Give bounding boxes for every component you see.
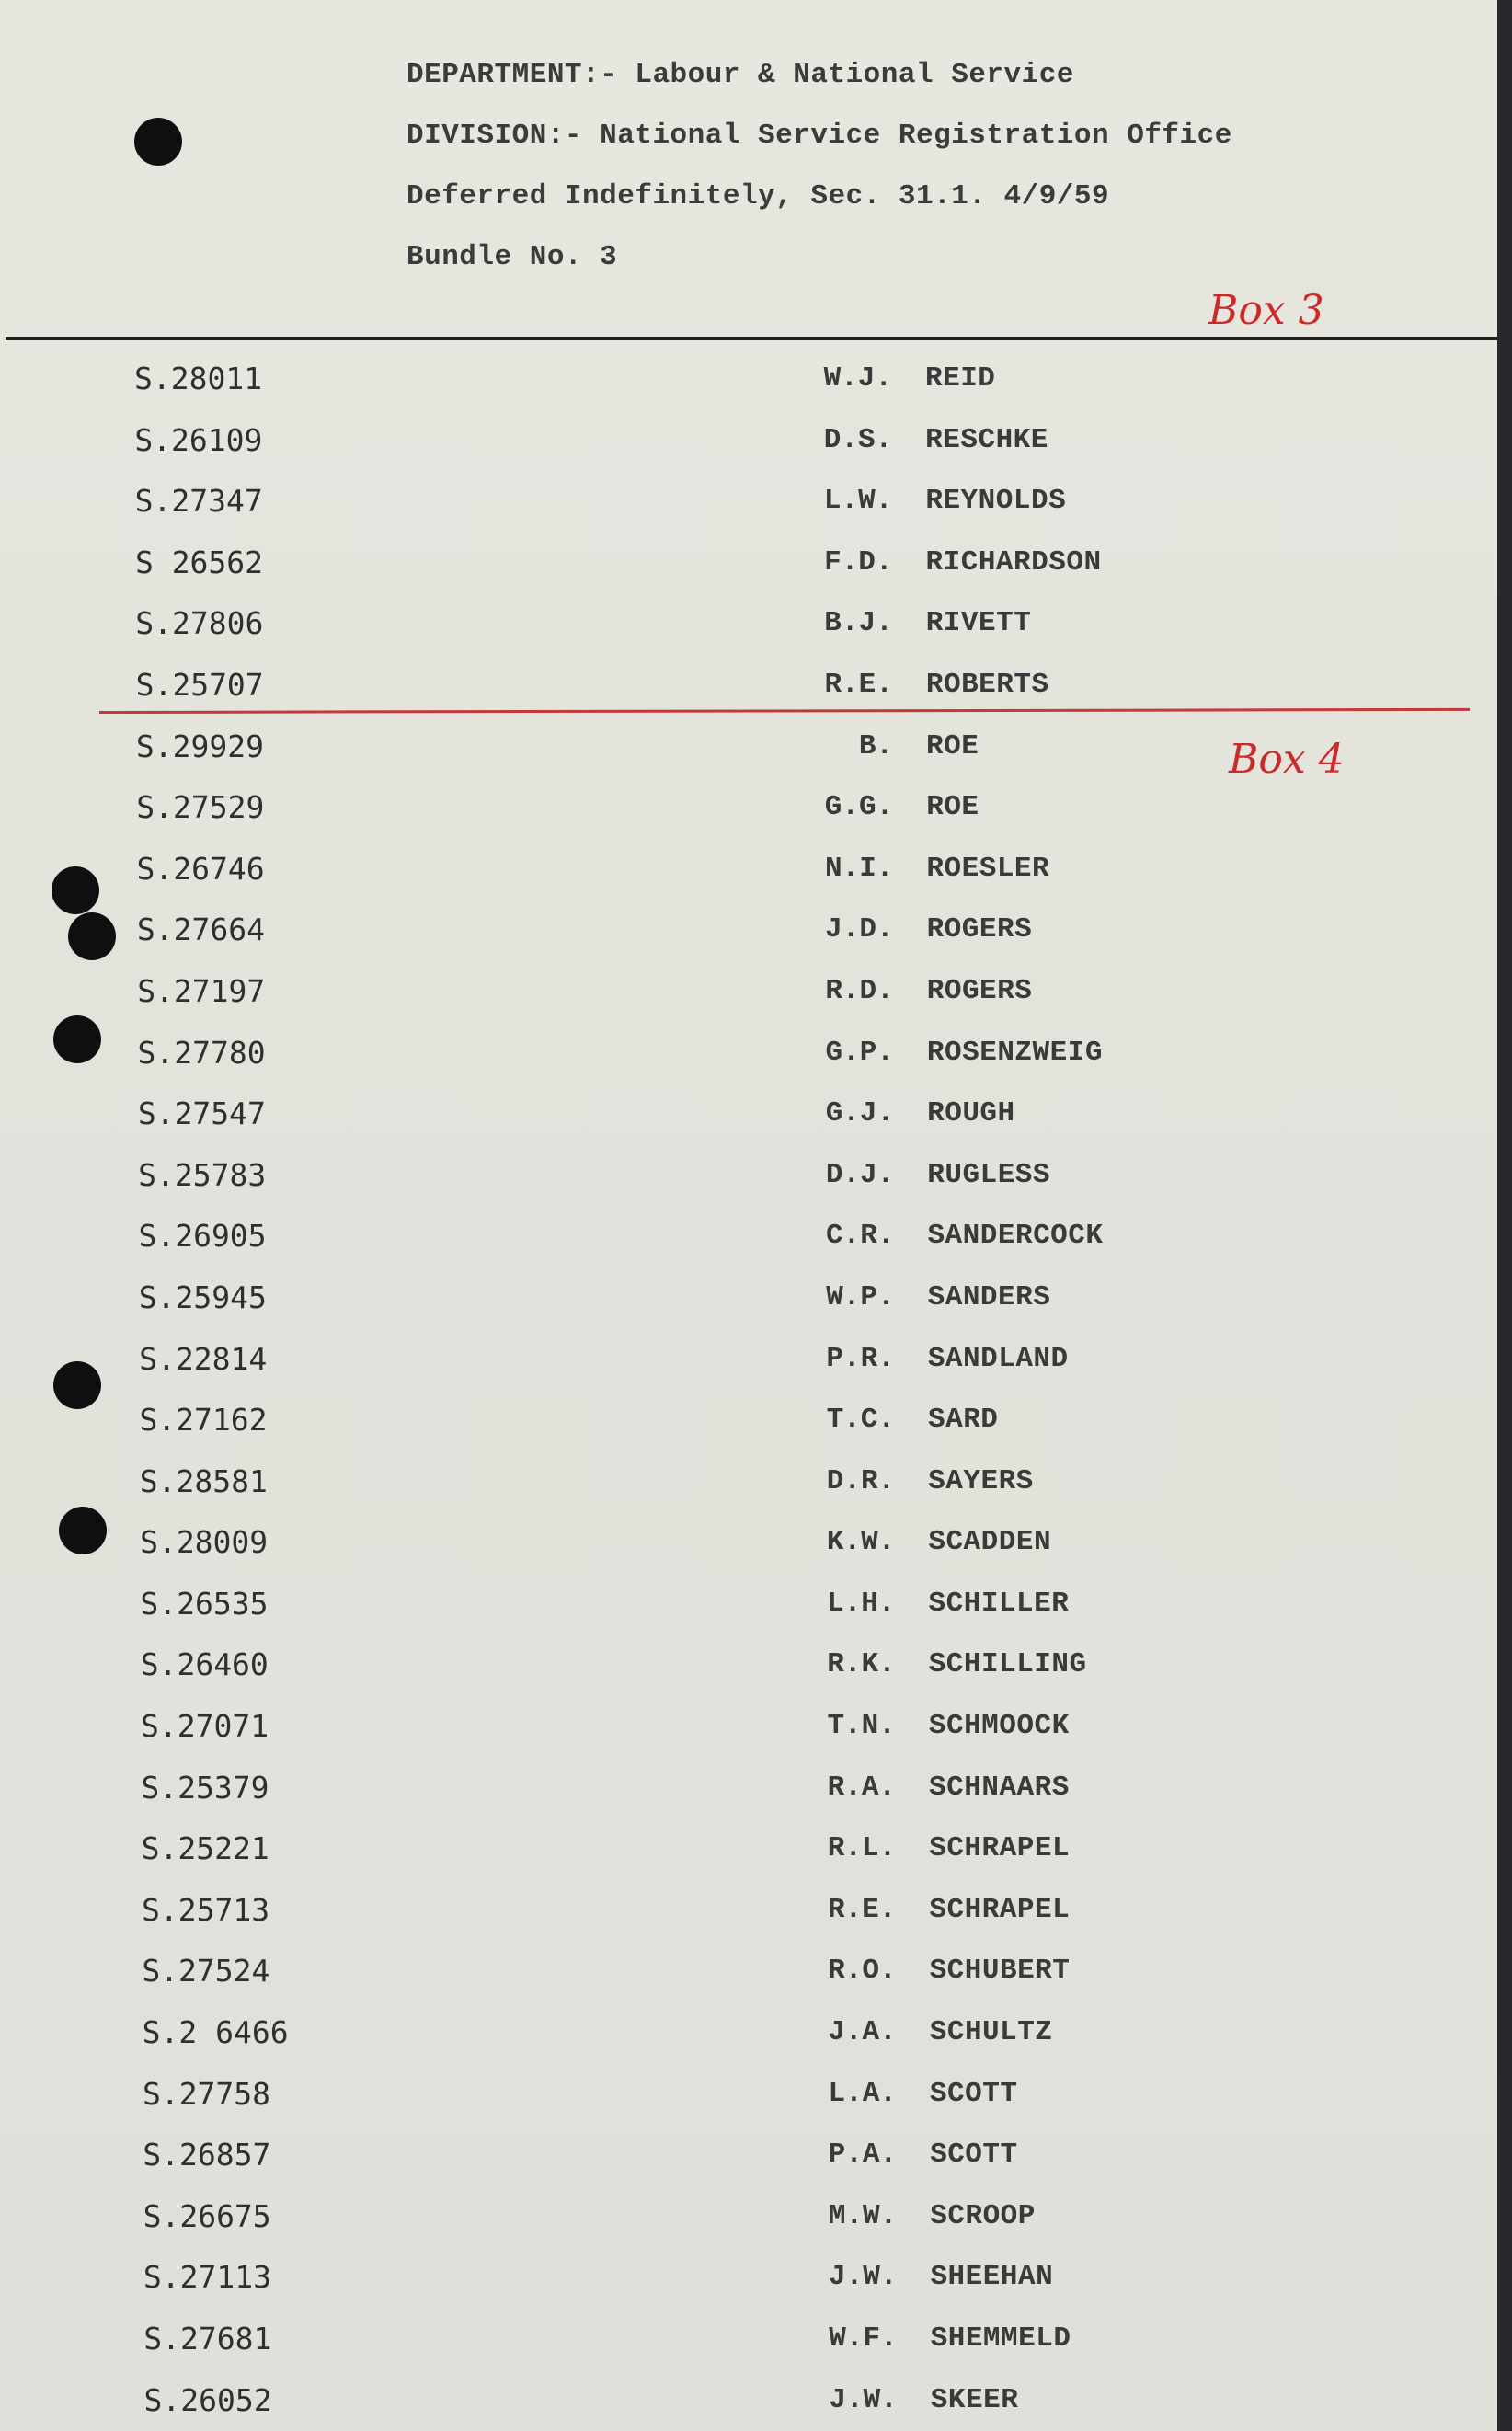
surname: SAYERS — [928, 1464, 1034, 1497]
surname: SCHILLER — [928, 1587, 1070, 1620]
initials: W.P. — [826, 1280, 895, 1313]
record-row — [0, 2137, 1497, 2198]
record-row — [0, 2382, 1497, 2431]
record-row — [0, 1586, 1497, 1647]
initials: P.R. — [826, 1342, 895, 1375]
initials: D.R. — [826, 1464, 896, 1497]
surname: SCHRAPEL — [929, 1832, 1071, 1865]
initials: N.I. — [824, 852, 894, 885]
records-list — [0, 361, 1497, 2431]
record-row — [0, 1402, 1497, 1463]
surname: RICHARDSON — [925, 545, 1102, 579]
surname: SCHUBERT — [929, 1955, 1071, 1988]
record-row — [0, 2076, 1497, 2138]
box4-annotation: Box 4 — [1229, 736, 1345, 783]
record-row — [0, 1646, 1497, 1708]
record-row — [0, 2259, 1497, 2321]
initials: W.J. — [823, 362, 892, 395]
serial-number: S.27113 — [143, 2259, 271, 2296]
initials: W.F. — [829, 2322, 898, 2355]
header-divider — [6, 337, 1497, 340]
record-row — [0, 2321, 1497, 2382]
initials: C.R. — [826, 1220, 895, 1253]
serial-number: S.27162 — [139, 1402, 268, 1439]
surname: ROUGH — [927, 1097, 1015, 1130]
surname: ROGERS — [926, 913, 1033, 946]
surname: RESCHKE — [925, 423, 1048, 456]
surname: SHEMMELD — [930, 2322, 1071, 2355]
serial-number: S.25707 — [135, 666, 264, 703]
surname: SANDERCOCK — [927, 1220, 1104, 1253]
initials: F.D. — [824, 545, 893, 579]
serial-number: S.25221 — [141, 1830, 269, 1867]
record-row — [0, 1095, 1497, 1157]
record-row — [0, 728, 1497, 790]
surname: SCHULTZ — [929, 2016, 1053, 2049]
punch-hole — [134, 118, 182, 166]
serial-number: S.27547 — [137, 1095, 266, 1132]
initials: R.L. — [827, 1832, 897, 1865]
record-row — [0, 1157, 1497, 1219]
initials: D.S. — [823, 423, 893, 456]
surname: SCHRAPEL — [929, 1893, 1071, 1926]
initials: J.W. — [829, 2383, 898, 2416]
serial-number: S.25713 — [142, 1891, 270, 1928]
serial-number: S.26905 — [138, 1218, 267, 1255]
record-row — [0, 1830, 1497, 1892]
initials: T.C. — [826, 1404, 895, 1437]
initials: B.J. — [824, 607, 893, 640]
record-row — [0, 2014, 1497, 2076]
serial-number: S.26746 — [136, 850, 265, 887]
record-row — [0, 1035, 1497, 1096]
record-row — [0, 1524, 1497, 1586]
deferred-line: Deferred Indefinitely, Sec. 31.1. 4/9/59 — [407, 180, 1110, 212]
record-row — [0, 483, 1497, 545]
serial-number: S.27524 — [142, 1953, 270, 1990]
record-row — [0, 1463, 1497, 1525]
serial-number: S.29929 — [135, 728, 264, 764]
serial-number: S.27347 — [134, 483, 263, 520]
surname: SKEER — [930, 2383, 1019, 2416]
initials: M.W. — [828, 2199, 898, 2232]
serial-number: S.27806 — [135, 605, 264, 642]
serial-number: S.27197 — [137, 972, 266, 1009]
surname: RUGLESS — [927, 1158, 1051, 1191]
record-row — [0, 973, 1497, 1035]
surname: SCADDEN — [928, 1526, 1052, 1559]
record-row — [0, 667, 1497, 728]
initials: L.A. — [828, 2077, 897, 2110]
surname: ROGERS — [926, 974, 1033, 1007]
surname: SCHILLING — [928, 1648, 1087, 1681]
serial-number: S.27780 — [137, 1034, 266, 1071]
serial-number: S.27529 — [136, 789, 265, 826]
serial-number: S.27664 — [136, 912, 265, 948]
serial-number: S 26562 — [134, 544, 264, 580]
initials: G.J. — [825, 1097, 895, 1130]
initials: J.D. — [825, 913, 894, 946]
initials: R.E. — [824, 668, 893, 701]
serial-number: S.26109 — [134, 421, 263, 458]
record-row — [0, 1218, 1497, 1279]
record-row — [0, 912, 1497, 973]
initials: R.E. — [827, 1893, 897, 1926]
initials: B. — [858, 729, 894, 763]
initials: J.A. — [828, 2016, 897, 2049]
serial-number: S.27071 — [141, 1708, 269, 1745]
record-row — [0, 851, 1497, 912]
initials: R.D. — [825, 974, 894, 1007]
initials: J.W. — [829, 2261, 898, 2294]
record-row — [0, 545, 1497, 606]
initials: R.K. — [827, 1648, 896, 1681]
record-row — [0, 422, 1497, 484]
serial-number: S.22814 — [139, 1340, 268, 1377]
surname: SCHMOOCK — [928, 1710, 1070, 1743]
initials: G.P. — [825, 1036, 894, 1069]
serial-number: S.26857 — [143, 2137, 271, 2173]
box3-annotation: Box 3 — [1208, 287, 1324, 334]
initials: K.W. — [826, 1526, 896, 1559]
division-line: DIVISION:- National Service Registration Office — [407, 120, 1232, 152]
serial-number: S.25379 — [141, 1769, 269, 1806]
initials: R.A. — [827, 1771, 897, 1804]
record-row — [0, 1770, 1497, 1831]
surname: SCOTT — [930, 2139, 1018, 2172]
record-row — [0, 1341, 1497, 1403]
serial-number: S.25783 — [138, 1156, 267, 1193]
document-header — [407, 59, 1232, 302]
surname: RIVETT — [925, 607, 1032, 640]
record-row — [0, 361, 1497, 422]
surname: SARD — [927, 1404, 999, 1437]
serial-number: S.27681 — [143, 2321, 272, 2356]
surname: SANDLAND — [927, 1342, 1069, 1375]
bundle-line: Bundle No. 3 — [407, 241, 618, 273]
serial-number: S.26675 — [143, 2197, 271, 2234]
surname: ROESLER — [926, 852, 1050, 885]
serial-number: S.26535 — [140, 1585, 269, 1622]
record-row — [0, 1279, 1497, 1341]
serial-number: S.26460 — [140, 1646, 269, 1683]
surname: ROE — [926, 791, 979, 824]
surname: SHEEHAN — [930, 2261, 1054, 2294]
serial-number: S.28009 — [140, 1524, 269, 1561]
surname: SCOTT — [929, 2077, 1018, 2110]
surname: ROBERTS — [925, 668, 1049, 701]
initials: L.H. — [827, 1587, 896, 1620]
initials: R.O. — [828, 1955, 897, 1988]
serial-number: S.25945 — [138, 1279, 267, 1315]
surname: REYNOLDS — [925, 485, 1067, 518]
surname: REID — [925, 362, 996, 395]
surname: ROSENZWEIG — [926, 1036, 1103, 1069]
department-line: DEPARTMENT:- Labour & National Service — [407, 59, 1074, 91]
initials: G.G. — [824, 791, 894, 824]
initials: L.W. — [823, 485, 893, 518]
serial-number: S.2 6466 — [142, 2014, 289, 2051]
surname: ROE — [926, 729, 979, 763]
surname: SANDERS — [927, 1280, 1051, 1313]
record-row — [0, 1953, 1497, 2014]
record-row — [0, 2198, 1497, 2260]
record-row — [0, 1892, 1497, 1954]
initials: P.A. — [828, 2139, 898, 2172]
initials: D.J. — [825, 1158, 895, 1191]
initials: T.N. — [827, 1710, 896, 1743]
serial-number: S.28011 — [134, 361, 263, 396]
surname: SCROOP — [930, 2199, 1036, 2232]
serial-number: S.26052 — [143, 2381, 272, 2418]
serial-number: S.28581 — [139, 1462, 268, 1499]
record-row — [0, 605, 1497, 667]
serial-number: S.27758 — [142, 2075, 271, 2112]
record-row — [0, 789, 1497, 851]
surname: SCHNAARS — [929, 1771, 1070, 1804]
record-row — [0, 1708, 1497, 1770]
